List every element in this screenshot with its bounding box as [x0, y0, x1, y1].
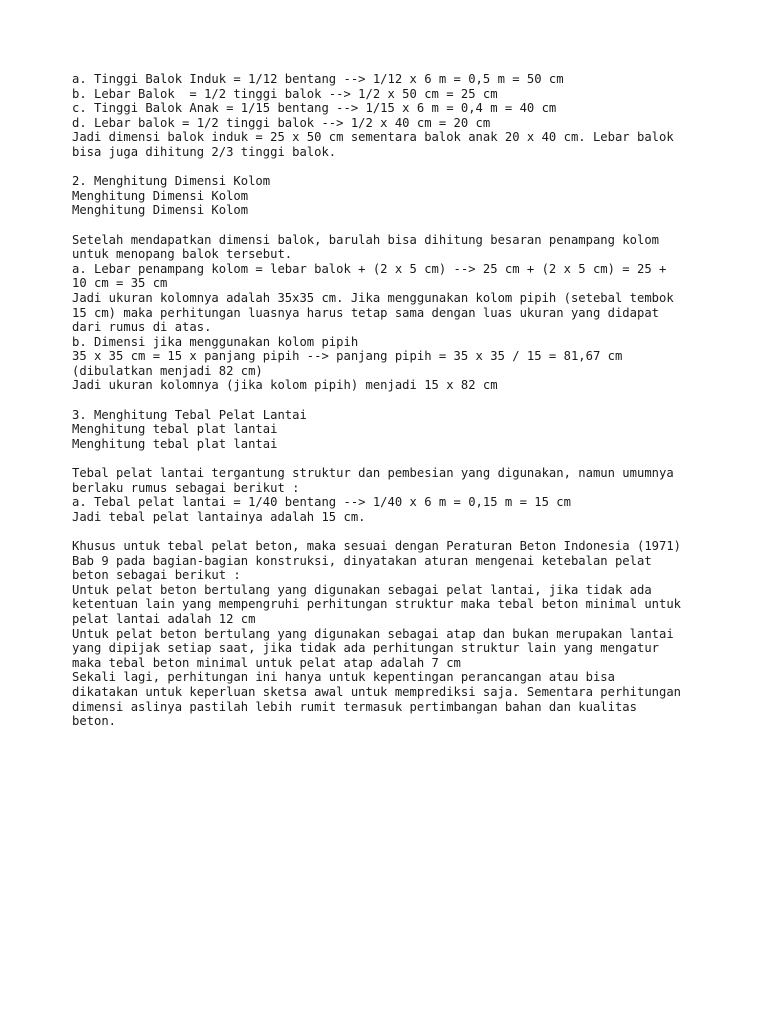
text-line: Untuk pelat beton bertulang yang digunakan sebagai atap dan bukan merupakan lantai: [72, 626, 674, 641]
text-line: bisa juga dihitung 2/3 tinggi balok.: [72, 144, 337, 159]
text-line: 2. Menghitung Dimensi Kolom: [72, 174, 271, 189]
text-line: a. Tinggi Balok Induk = 1/12 bentang --> 1/12 x 6 m = 0,5 m = 50 cm: [72, 72, 564, 86]
text-line: ketentuan lain yang mempengruhi perhitungan struktur maka tebal beton minimal untuk: [72, 597, 682, 612]
text-line: Jadi dimensi balok induk = 25 x 50 cm sementara balok anak 20 x 40 cm. Lebar balok: [72, 130, 674, 145]
text-line: a. Lebar penampang kolom = lebar balok + (2 x 5 cm) --> 25 cm + (2 x 5 cm) = 25 +: [72, 261, 667, 276]
text-line: pelat lantai adalah 12 cm: [72, 611, 256, 626]
text-line: b. Dimensi jika menggunakan kolom pipih: [72, 334, 359, 349]
text-line: (dibulatkan menjadi 82 cm): [72, 363, 263, 378]
blank-line: [72, 393, 712, 408]
text-line: beton.: [72, 714, 117, 729]
blank-line: [72, 451, 712, 466]
document-body: [72, 72, 712, 729]
text-line: dimensi aslinya pastilah lebih rumit termasuk pertimbangan bahan dan kualitas: [72, 699, 637, 714]
text-line: Sekali lagi, perhitungan ini hanya untuk kepentingan perancangan atau bisa: [72, 670, 615, 685]
text-line: Jadi ukuran kolomnya (jika kolom pipih) menjadi 15 x 82 cm: [72, 378, 498, 393]
text-line: dari rumus di atas.: [72, 320, 212, 335]
text-line: 35 x 35 cm = 15 x panjang pipih --> panjang pipih = 35 x 35 / 15 = 81,67 cm: [72, 349, 623, 364]
text-line: c. Tinggi Balok Anak = 1/15 bentang --> 1/15 x 6 m = 0,4 m = 40 cm: [72, 101, 557, 116]
text-line: yang dipijak setiap saat, jika tidak ada perhitungan struktur lain yang mengatur: [72, 641, 659, 656]
text-line: maka tebal beton minimal untuk pelat atap adalah 7 cm: [72, 655, 461, 670]
text-line: Untuk pelat beton bertulang yang digunakan sebagai pelat lantai, jika tidak ada: [72, 582, 652, 597]
text-line: dikatakan untuk keperluan sketsa awal untuk memprediksi saja. Sementara perhitungan: [72, 684, 682, 699]
text-line: d. Lebar balok = 1/2 tinggi balok --> 1/2 x 40 cm = 20 cm: [72, 115, 491, 130]
text-line: 3. Menghitung Tebal Pelat Lantai: [72, 407, 307, 422]
text-line: a. Tebal pelat lantai = 1/40 bentang --> 1/40 x 6 m = 0,15 m = 15 cm: [72, 495, 571, 510]
blank-line: [72, 160, 712, 175]
text-line: Setelah mendapatkan dimensi balok, barulah bisa dihitung besaran penampang kolom: [72, 232, 659, 247]
text-line: berlaku rumus sebagai berikut :: [72, 480, 300, 495]
text-line: Tebal pelat lantai tergantung struktur dan pembesian yang digunakan, namun umumnya: [72, 466, 674, 481]
text-line: 10 cm = 35 cm: [72, 276, 168, 291]
text-line: Menghitung Dimensi Kolom: [72, 203, 249, 218]
text-line: Menghitung Dimensi Kolom: [72, 188, 249, 203]
text-line: Bab 9 pada bagian-bagian konstruksi, dinyatakan aturan mengenai ketebalan pelat: [72, 553, 652, 568]
blank-line: [72, 524, 712, 539]
text-line: Jadi ukuran kolomnya adalah 35x35 cm. Jika menggunakan kolom pipih (setebal tembok: [72, 290, 674, 305]
text-line: 15 cm) maka perhitungan luasnya harus tetap sama dengan luas ukuran yang didapat: [72, 305, 659, 320]
text-line: b. Lebar Balok = 1/2 tinggi balok --> 1/2 x 50 cm = 25 cm: [72, 86, 498, 101]
text-line: untuk menopang balok tersebut.: [72, 247, 293, 262]
text-line: beton sebagai berikut :: [72, 568, 241, 583]
text-line: Menghitung tebal plat lantai: [72, 422, 278, 437]
blank-line: [72, 218, 712, 233]
text-line: Khusus untuk tebal pelat beton, maka sesuai dengan Peraturan Beton Indonesia (1971): [72, 539, 682, 553]
text-line: Menghitung tebal plat lantai: [72, 436, 278, 451]
text-line: Jadi tebal pelat lantainya adalah 15 cm.: [72, 509, 366, 524]
